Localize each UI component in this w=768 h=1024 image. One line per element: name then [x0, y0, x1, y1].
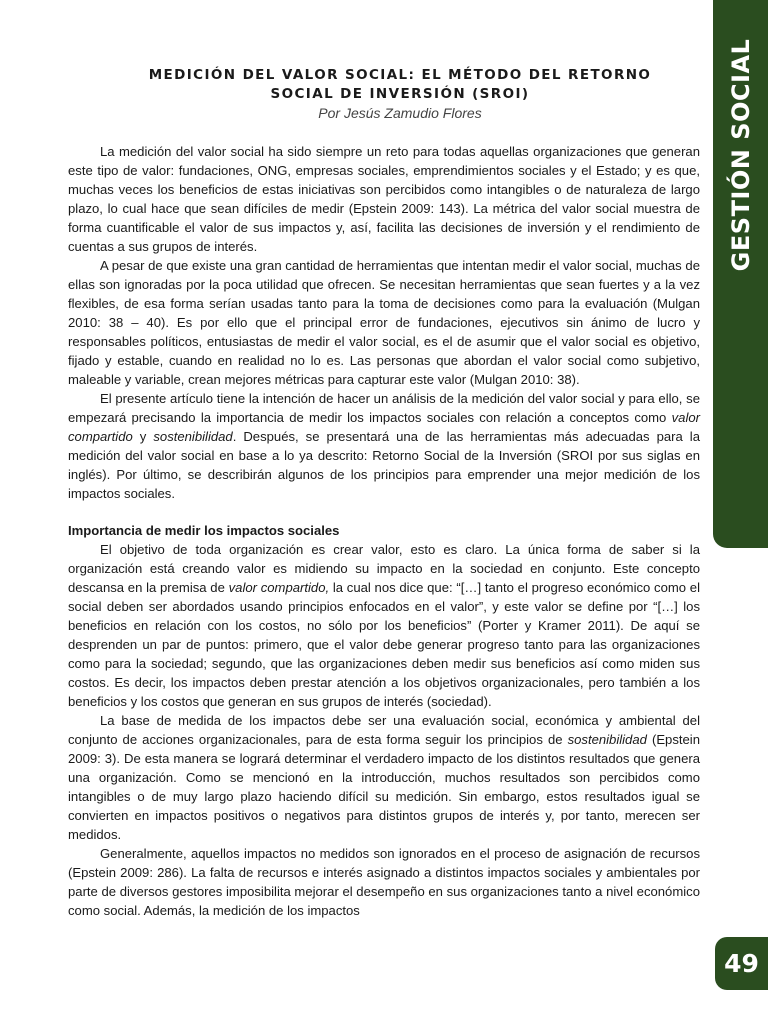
- article-author: Por Jesús Zamudio Flores: [318, 105, 482, 121]
- term-valor-compartido-2: valor compartido,: [228, 580, 330, 595]
- section-paragraph-1-text-a: El objetivo de toda organización es crear valor, esto es claro. La única forma de saber si la organización está creando valor es midiendo su impacto en la sociedad en conjunto. Este concepto descansa en la premisa de: [68, 542, 700, 595]
- term-sostenibilidad-2: sostenibilidad: [567, 732, 647, 747]
- section-tab: [713, 0, 768, 548]
- intro-paragraph-3-text-c: y: [132, 429, 154, 444]
- intro-paragraph-3-text-a: El presente artículo tiene la intención de hacer un análisis de la medición del valor social y para ello, se empezará precisando la importancia de medir los impactos sociales con relación a conceptos como: [68, 391, 700, 425]
- section-paragraph-2: [68, 711, 700, 844]
- term-valor-compartido: valor compartido: [68, 410, 700, 444]
- intro-paragraph-1: La medición del valor social ha sido siempre un reto para todas aquellas organizaciones que generan este tipo de valor: fundaciones, ONG, empresas sociales, emprendimientos sociales y el Estado; y es que, muchas veces los beneficios de estas iniciativas son percibidos como intangibles o de naturaleza de largo plazo, lo cual hace que sean difíciles de medir (Epstein 2009: 143). La métrica del valor social muestra de forma cuantificable el valor de sus impactos y, así, facilita las decisiones de inversión y el rendimiento de cuentas a sus grupos de interés.: [68, 144, 700, 254]
- intro-paragraph-3-text-e: . Después, se presentará una de las herramientas más adecuadas para la medición del valor social en base a lo ya descrito: Retorno Social de la Inversión (SROI por sus siglas en inglés). Por último, se describirán algunos de los principios para emprender una mejor medición de los impactos sociales.: [68, 429, 700, 501]
- section-paragraph-1: [68, 540, 700, 711]
- section-gap: [68, 503, 700, 521]
- article-title-line-1: MEDICIÓN DEL VALOR SOCIAL: EL MÉTODO DEL RETORNO: [148, 67, 652, 83]
- section-paragraph-2-text-c: (Epstein 2009: 3). De esta manera se logrará determinar el verdadero impacto de los distintos resultados que genera una organización. Como se mencionó en la introducción, muchos resultados son percibidos como intangibles o de muy largo plazo haciendo difícil su medición. Sin embargo, estos resultados igual se convierten en impactos positivos o negativos para distintos grupos de interés y, por tanto, merecen ser medidos.: [68, 732, 700, 842]
- section-paragraph-2-text-a: La base de medida de los impactos debe ser una evaluación social, económica y ambiental del conjunto de acciones organizacionales, para de esta forma seguir los principios de: [68, 713, 700, 747]
- section-tab-label: GESTIÓN SOCIAL: [726, 38, 755, 272]
- article-body: [68, 142, 700, 920]
- page-number-box: [715, 937, 768, 990]
- article-header: [100, 66, 700, 122]
- term-sostenibilidad: sostenibilidad: [153, 429, 233, 444]
- intro-paragraph-2: A pesar de que existe una gran cantidad de herramientas que intentan medir el valor social, muchas de ellas son ignoradas por la poca utilidad que ofrecen. Se necesitan herramientas que sean fuertes y a la vez flexibles, de esa forma serían usadas tanto para la toma de decisiones como para la evaluación (Mulgan 2010: 38 – 40). Es por ello que el principal error de fundaciones, ejecutivos sin ánimo de lucro y responsables políticos, entusiastas de medir el valor social, es el de asumir que el valor social es objetivo, fijado y estable, cuando en realidad no lo es. Las personas que abordan el valor social como subjetivo, maleable y variable, crean mejores métricas para capturar este valor (Mulgan 2010: 38).: [68, 258, 700, 387]
- article-title-line-2: SOCIAL DE INVERSIÓN (SROI): [270, 86, 530, 102]
- section-heading: Importancia de medir los impactos sociales: [68, 523, 340, 538]
- section-paragraph-1-text-c: la cual nos dice que: “[…] tanto el progreso económico como el social deben ser abordados usando principios enfocados en el valor”, y este valor se define por “[…] los beneficios en relación con los costos, no sólo por los beneficios” (Porter y Kramer 2011). De aquí se desprenden un par de puntos: primero, que el valor debe generar progreso tanto para las organizaciones como para la sociedad; segundo, que las organizaciones deben medir sus beneficios así como miden sus costos. Es decir, los impactos deben prestar atención a los objetivos organizacionales, pero también a los beneficios y los costos que generan en sus grupos de interés (sociedad).: [68, 580, 700, 709]
- page-number: 49: [724, 949, 759, 978]
- intro-paragraph-3: [68, 389, 700, 503]
- section-paragraph-3: Generalmente, aquellos impactos no medidos son ignorados en el proceso de asignación de recursos (Epstein 2009: 286). La falta de recursos e interés asignado a distintos impactos sociales y ambientales por parte de diversos gestores imposibilita mejorar el desempeño en sus organizaciones tanto a nivel económico como social. Además, la medición de los impactos: [68, 846, 700, 918]
